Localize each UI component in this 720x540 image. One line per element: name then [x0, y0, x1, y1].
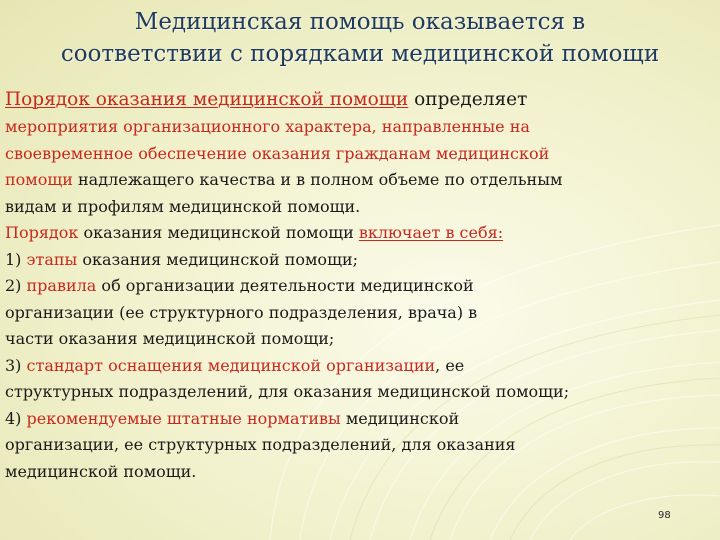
highlight-includes: включает в себя: [358, 223, 504, 242]
highlight-stages: этапы [26, 249, 78, 269]
body-text: определяет [408, 89, 528, 110]
list-item-4-continued [5, 459, 717, 486]
slide-title [0, 6, 720, 70]
list-number: 4) [5, 408, 27, 428]
list-item-2 [5, 273, 717, 300]
list-item-2-continued [5, 326, 717, 353]
body-text: об организации деятельности медицинской [96, 276, 474, 295]
body-text: части оказания медицинской помощи; [5, 329, 335, 348]
list-item-4-continued [5, 432, 717, 459]
slide-body [5, 86, 717, 485]
body-text: медицинской помощи. [5, 461, 197, 481]
list-number: 1) [5, 249, 27, 269]
body-line-4 [5, 167, 717, 194]
list-number: 2) [5, 276, 27, 295]
body-text: медицинской [340, 408, 460, 428]
list-item-3 [5, 353, 717, 380]
list-item-1 [5, 247, 717, 274]
list-item-2-continued [5, 300, 717, 327]
highlight-text: мероприятия организационного характера, направленные на [5, 117, 530, 136]
slide-title-line-1: Медицинская помощь оказывается в [134, 9, 586, 35]
list-number: 3) [5, 355, 27, 375]
body-text: , ее [435, 355, 465, 375]
body-line-1 [5, 86, 717, 114]
body-text: видам и профилям медицинской помощи. [5, 196, 361, 216]
highlight-text: помощи [5, 170, 73, 189]
body-text: организации, ее структурных подразделений, для оказания [5, 435, 516, 454]
body-text: организации (ее структурного подразделения, врача) в [5, 302, 478, 322]
body-line-2 [5, 114, 717, 141]
body-line-3 [5, 141, 717, 168]
highlight-staffing-standards: рекомендуемые штатные нормативы [26, 408, 341, 428]
slide-title-line-2: соответствии с порядками медицинской помощи [60, 41, 660, 67]
highlight-order: Порядок [5, 223, 79, 242]
page-number: 98 [658, 510, 671, 521]
list-item-3-continued [5, 379, 717, 406]
highlight-order-definition: Порядок оказания медицинской помощи [5, 89, 409, 110]
list-item-4 [5, 406, 717, 433]
highlight-text: своевременное обеспечение оказания гражданам медицинской [5, 143, 550, 163]
body-text: оказания медицинской помощи [78, 223, 359, 242]
body-text: оказания медицинской помощи; [77, 249, 358, 269]
body-text: надлежащего качества и в полном объеме по отдельным [72, 170, 563, 189]
body-line-5 [5, 194, 717, 221]
body-text: структурных подразделений, для оказания медицинской помощи; [5, 382, 570, 401]
highlight-rules: правила [26, 276, 97, 295]
highlight-equipment-standard: стандарт оснащения медицинской организации [26, 355, 436, 375]
body-line-6 [5, 220, 717, 247]
